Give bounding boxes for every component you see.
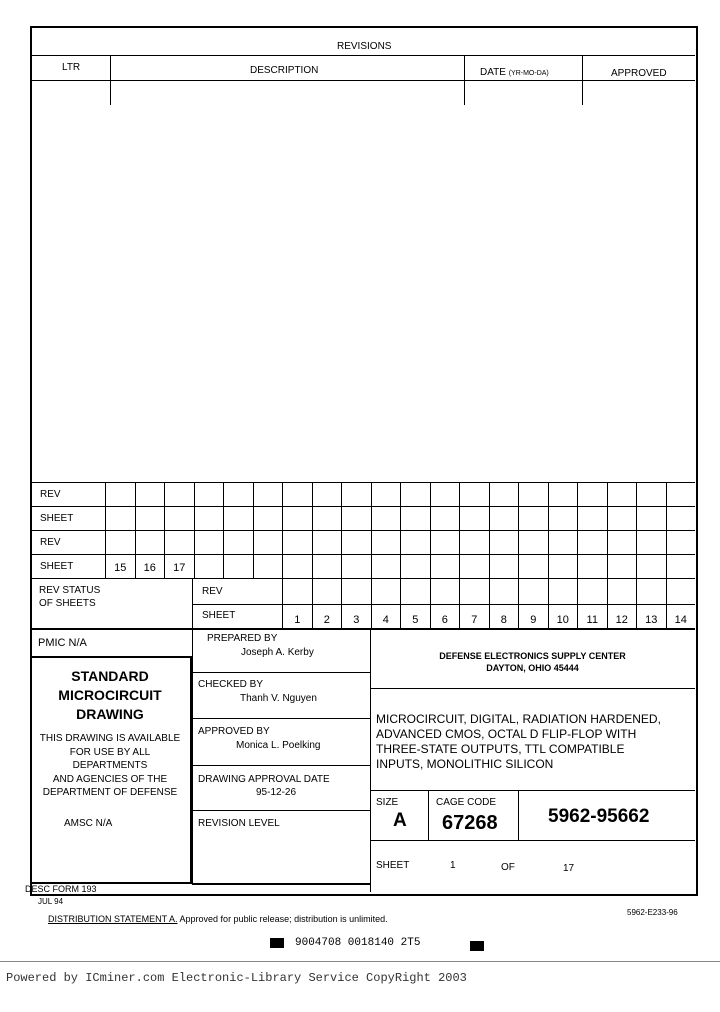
rev-status-sheet-number: 9 bbox=[518, 604, 548, 628]
col-date: DATE (YR-MO-DA) bbox=[480, 67, 549, 78]
pmic-label: PMIC N/A bbox=[38, 637, 87, 649]
rev-status-sheet-number: 10 bbox=[548, 604, 578, 628]
rev-grid-cell bbox=[459, 554, 489, 578]
rev-grid-cell bbox=[459, 530, 489, 554]
rev-status-sheet-number: 3 bbox=[341, 604, 371, 628]
rev-grid-cell bbox=[459, 482, 489, 506]
rev-status-cell bbox=[341, 578, 371, 604]
approval-date-label: DRAWING APPROVAL DATE bbox=[198, 774, 330, 785]
rev-grid-cell bbox=[105, 506, 135, 530]
rev-grid-cell bbox=[607, 482, 637, 506]
rev-grid-cell bbox=[253, 506, 283, 530]
form-number: DESC FORM 193 bbox=[25, 884, 97, 894]
rev-grid-cell bbox=[548, 554, 578, 578]
rev-grid-cell bbox=[135, 482, 165, 506]
amsc-label: AMSC N/A bbox=[64, 818, 113, 829]
document-code: 5962-E233-96 bbox=[627, 908, 678, 917]
rev-grid-cell bbox=[341, 554, 371, 578]
rev-grid-cell bbox=[607, 554, 637, 578]
rev-grid-cell bbox=[636, 530, 666, 554]
col-ltr: LTR bbox=[62, 62, 81, 73]
rev-grid-cell bbox=[548, 482, 578, 506]
approved-by-name: Monica L. Poelking bbox=[236, 740, 321, 751]
rev-grid-cell bbox=[489, 554, 519, 578]
rev-status-cell bbox=[430, 578, 460, 604]
sheet-label: SHEET bbox=[376, 860, 410, 871]
rev-grid-row-label: SHEET bbox=[40, 513, 74, 524]
rev-grid-cell bbox=[489, 530, 519, 554]
rev-grid-cell bbox=[518, 554, 548, 578]
rev-grid-cell bbox=[636, 482, 666, 506]
rev-grid-cell bbox=[459, 506, 489, 530]
rev-status-cell bbox=[636, 578, 666, 604]
rev-grid-cell bbox=[341, 482, 371, 506]
rev-status-cell bbox=[607, 578, 637, 604]
rev-grid-cell bbox=[223, 506, 253, 530]
rev-grid-cell: 17 bbox=[164, 554, 194, 578]
rev-grid-cell bbox=[430, 530, 460, 554]
of-label: OF bbox=[501, 862, 515, 873]
sheet-number: 1 bbox=[450, 860, 456, 871]
barcode-mark-left bbox=[270, 938, 284, 948]
rev-grid-cell bbox=[312, 506, 342, 530]
rev-status-sheet-number: 1 bbox=[282, 604, 312, 628]
rev-status-cell bbox=[518, 578, 548, 604]
rev-grid-row-label: REV bbox=[40, 489, 61, 500]
rev-grid-cell bbox=[666, 530, 696, 554]
size-label: SIZE bbox=[376, 797, 399, 808]
drawing-title: MICROCIRCUIT, DIGITAL, RADIATION HARDENED, ADVANCED CMOS, OCTAL D FLIP-FLOP WITH THREE-STATE OUTPUTS, TTL COMPATIBLE INPUTS, MONOLITHIC SILICON bbox=[376, 712, 661, 771]
rev-grid-cell bbox=[194, 482, 224, 506]
rev-grid-cell bbox=[636, 554, 666, 578]
rev-grid-cell bbox=[312, 530, 342, 554]
drawing-number: 5962-95662 bbox=[548, 806, 650, 827]
barcode-text: 9004708 0018140 2T5 bbox=[295, 937, 421, 949]
rev-grid-row-label: SHEET bbox=[40, 561, 74, 572]
rev-grid-cell bbox=[105, 482, 135, 506]
approved-by-label: APPROVED BY bbox=[198, 726, 270, 737]
rev-grid-cell bbox=[105, 530, 135, 554]
rev-grid-cell bbox=[253, 482, 283, 506]
rev-grid-cell bbox=[430, 506, 460, 530]
rev-grid-cell bbox=[194, 506, 224, 530]
rev-grid-cell bbox=[371, 530, 401, 554]
rev-grid-cell bbox=[666, 554, 696, 578]
rev-grid-cell bbox=[548, 506, 578, 530]
rev-status-sheet-label: SHEET bbox=[202, 610, 236, 621]
rev-grid-cell bbox=[577, 554, 607, 578]
rev-grid-cell bbox=[312, 554, 342, 578]
rev-grid-cell bbox=[223, 530, 253, 554]
rev-grid-cell bbox=[607, 530, 637, 554]
total-sheets: 17 bbox=[563, 863, 575, 874]
barcode-mark-right bbox=[470, 941, 484, 951]
rev-grid-cell bbox=[430, 482, 460, 506]
rev-grid-cell bbox=[164, 482, 194, 506]
agency-block: DEFENSE ELECTRONICS SUPPLY CENTER DAYTON, OHIO 45444 bbox=[439, 651, 626, 673]
rev-grid-cell bbox=[223, 482, 253, 506]
rev-grid-cell bbox=[194, 530, 224, 554]
rev-status-cell bbox=[312, 578, 342, 604]
rev-grid-cell bbox=[400, 554, 430, 578]
availability-note: THIS DRAWING IS AVAILABLE FOR USE BY ALL DEPARTMENTS AND AGENCIES OF THE DEPARTMENT OF DEFENSE bbox=[39, 733, 181, 798]
rev-status-sheet-number: 7 bbox=[459, 604, 489, 628]
revision-level-label: REVISION LEVEL bbox=[198, 818, 280, 829]
revisions-title: REVISIONS bbox=[337, 41, 392, 52]
rev-status-cell bbox=[282, 578, 312, 604]
rev-status-sheet-number: 4 bbox=[371, 604, 401, 628]
rev-grid-cell bbox=[607, 506, 637, 530]
rev-grid-cell bbox=[194, 554, 224, 578]
rev-status-cell bbox=[666, 578, 696, 604]
rev-status-rev-label: REV bbox=[202, 586, 223, 597]
rev-grid-cell bbox=[400, 506, 430, 530]
rev-grid-cell bbox=[282, 530, 312, 554]
rev-grid-cell bbox=[341, 530, 371, 554]
rev-grid-cell bbox=[400, 530, 430, 554]
rev-grid-cell bbox=[312, 482, 342, 506]
rev-status-cell bbox=[371, 578, 401, 604]
rev-status-label-2: OF SHEETS bbox=[39, 598, 96, 609]
rev-grid-cell bbox=[577, 530, 607, 554]
rev-grid-cell: 16 bbox=[135, 554, 165, 578]
rev-grid-cell bbox=[518, 530, 548, 554]
rev-status-sheet-number: 11 bbox=[577, 604, 607, 628]
rev-grid-cell: 15 bbox=[105, 554, 135, 578]
rev-status-cell bbox=[577, 578, 607, 604]
rev-status-sheet-number: 12 bbox=[607, 604, 637, 628]
rev-grid-cell bbox=[135, 506, 165, 530]
rev-grid-cell bbox=[341, 506, 371, 530]
rev-grid-cell bbox=[253, 530, 283, 554]
prepared-by-label: PREPARED BY bbox=[207, 633, 278, 644]
rev-grid-cell bbox=[135, 530, 165, 554]
rev-status-cell bbox=[489, 578, 519, 604]
cage-code-label: CAGE CODE bbox=[436, 797, 497, 808]
rev-grid-cell bbox=[489, 506, 519, 530]
rev-grid-cell bbox=[164, 530, 194, 554]
rev-status-sheet-number: 2 bbox=[312, 604, 342, 628]
approval-date: 95-12-26 bbox=[256, 787, 297, 798]
rev-grid-cell bbox=[371, 482, 401, 506]
rev-grid-cell bbox=[489, 482, 519, 506]
rev-status-cell bbox=[400, 578, 430, 604]
rev-status-sheet-number: 6 bbox=[430, 604, 460, 628]
cage-code: 67268 bbox=[442, 812, 498, 834]
rev-grid-cell bbox=[371, 506, 401, 530]
rev-grid-cell bbox=[577, 482, 607, 506]
prepared-by-name: Joseph A. Kerby bbox=[241, 647, 314, 658]
rev-grid-cell bbox=[282, 482, 312, 506]
standard-title: STANDARD MICROCIRCUIT DRAWING bbox=[58, 668, 162, 722]
rev-grid-row-label: REV bbox=[40, 537, 61, 548]
col-description: DESCRIPTION bbox=[250, 65, 319, 76]
rev-status-cell bbox=[548, 578, 578, 604]
rev-grid-cell bbox=[164, 506, 194, 530]
rev-grid-cell bbox=[577, 506, 607, 530]
rev-status-sheet-number: 5 bbox=[400, 604, 430, 628]
rev-grid-cell bbox=[636, 506, 666, 530]
checked-by-label: CHECKED BY bbox=[198, 679, 264, 690]
rev-grid-cell bbox=[223, 554, 253, 578]
rev-grid-cell bbox=[666, 506, 696, 530]
size-value: A bbox=[393, 810, 407, 831]
rev-status-label: REV STATUS bbox=[39, 585, 101, 596]
rev-grid-cell bbox=[371, 554, 401, 578]
rev-status-sheet-number: 14 bbox=[666, 604, 696, 628]
rev-grid-cell bbox=[282, 506, 312, 530]
powered-by-banner: Powered by ICminer.com Electronic-Library Service CopyRight 2003 bbox=[6, 971, 467, 985]
rev-status-sheet-number: 13 bbox=[636, 604, 666, 628]
rev-status-sheet-number: 8 bbox=[489, 604, 519, 628]
rev-status-cell bbox=[459, 578, 489, 604]
rev-grid-cell bbox=[430, 554, 460, 578]
rev-grid-cell bbox=[253, 554, 283, 578]
checked-by-name: Thanh V. Nguyen bbox=[240, 693, 317, 704]
rev-grid-cell bbox=[400, 482, 430, 506]
col-approved: APPROVED bbox=[611, 68, 667, 79]
rev-grid-cell bbox=[518, 506, 548, 530]
distribution-statement: DISTRIBUTION STATEMENT A. Approved for public release; distribution is unlimited. bbox=[48, 914, 388, 924]
form-date: JUL 94 bbox=[38, 897, 64, 906]
rev-grid-cell bbox=[666, 482, 696, 506]
rev-grid-cell bbox=[548, 530, 578, 554]
rev-grid-cell bbox=[282, 554, 312, 578]
rev-grid-cell bbox=[518, 482, 548, 506]
